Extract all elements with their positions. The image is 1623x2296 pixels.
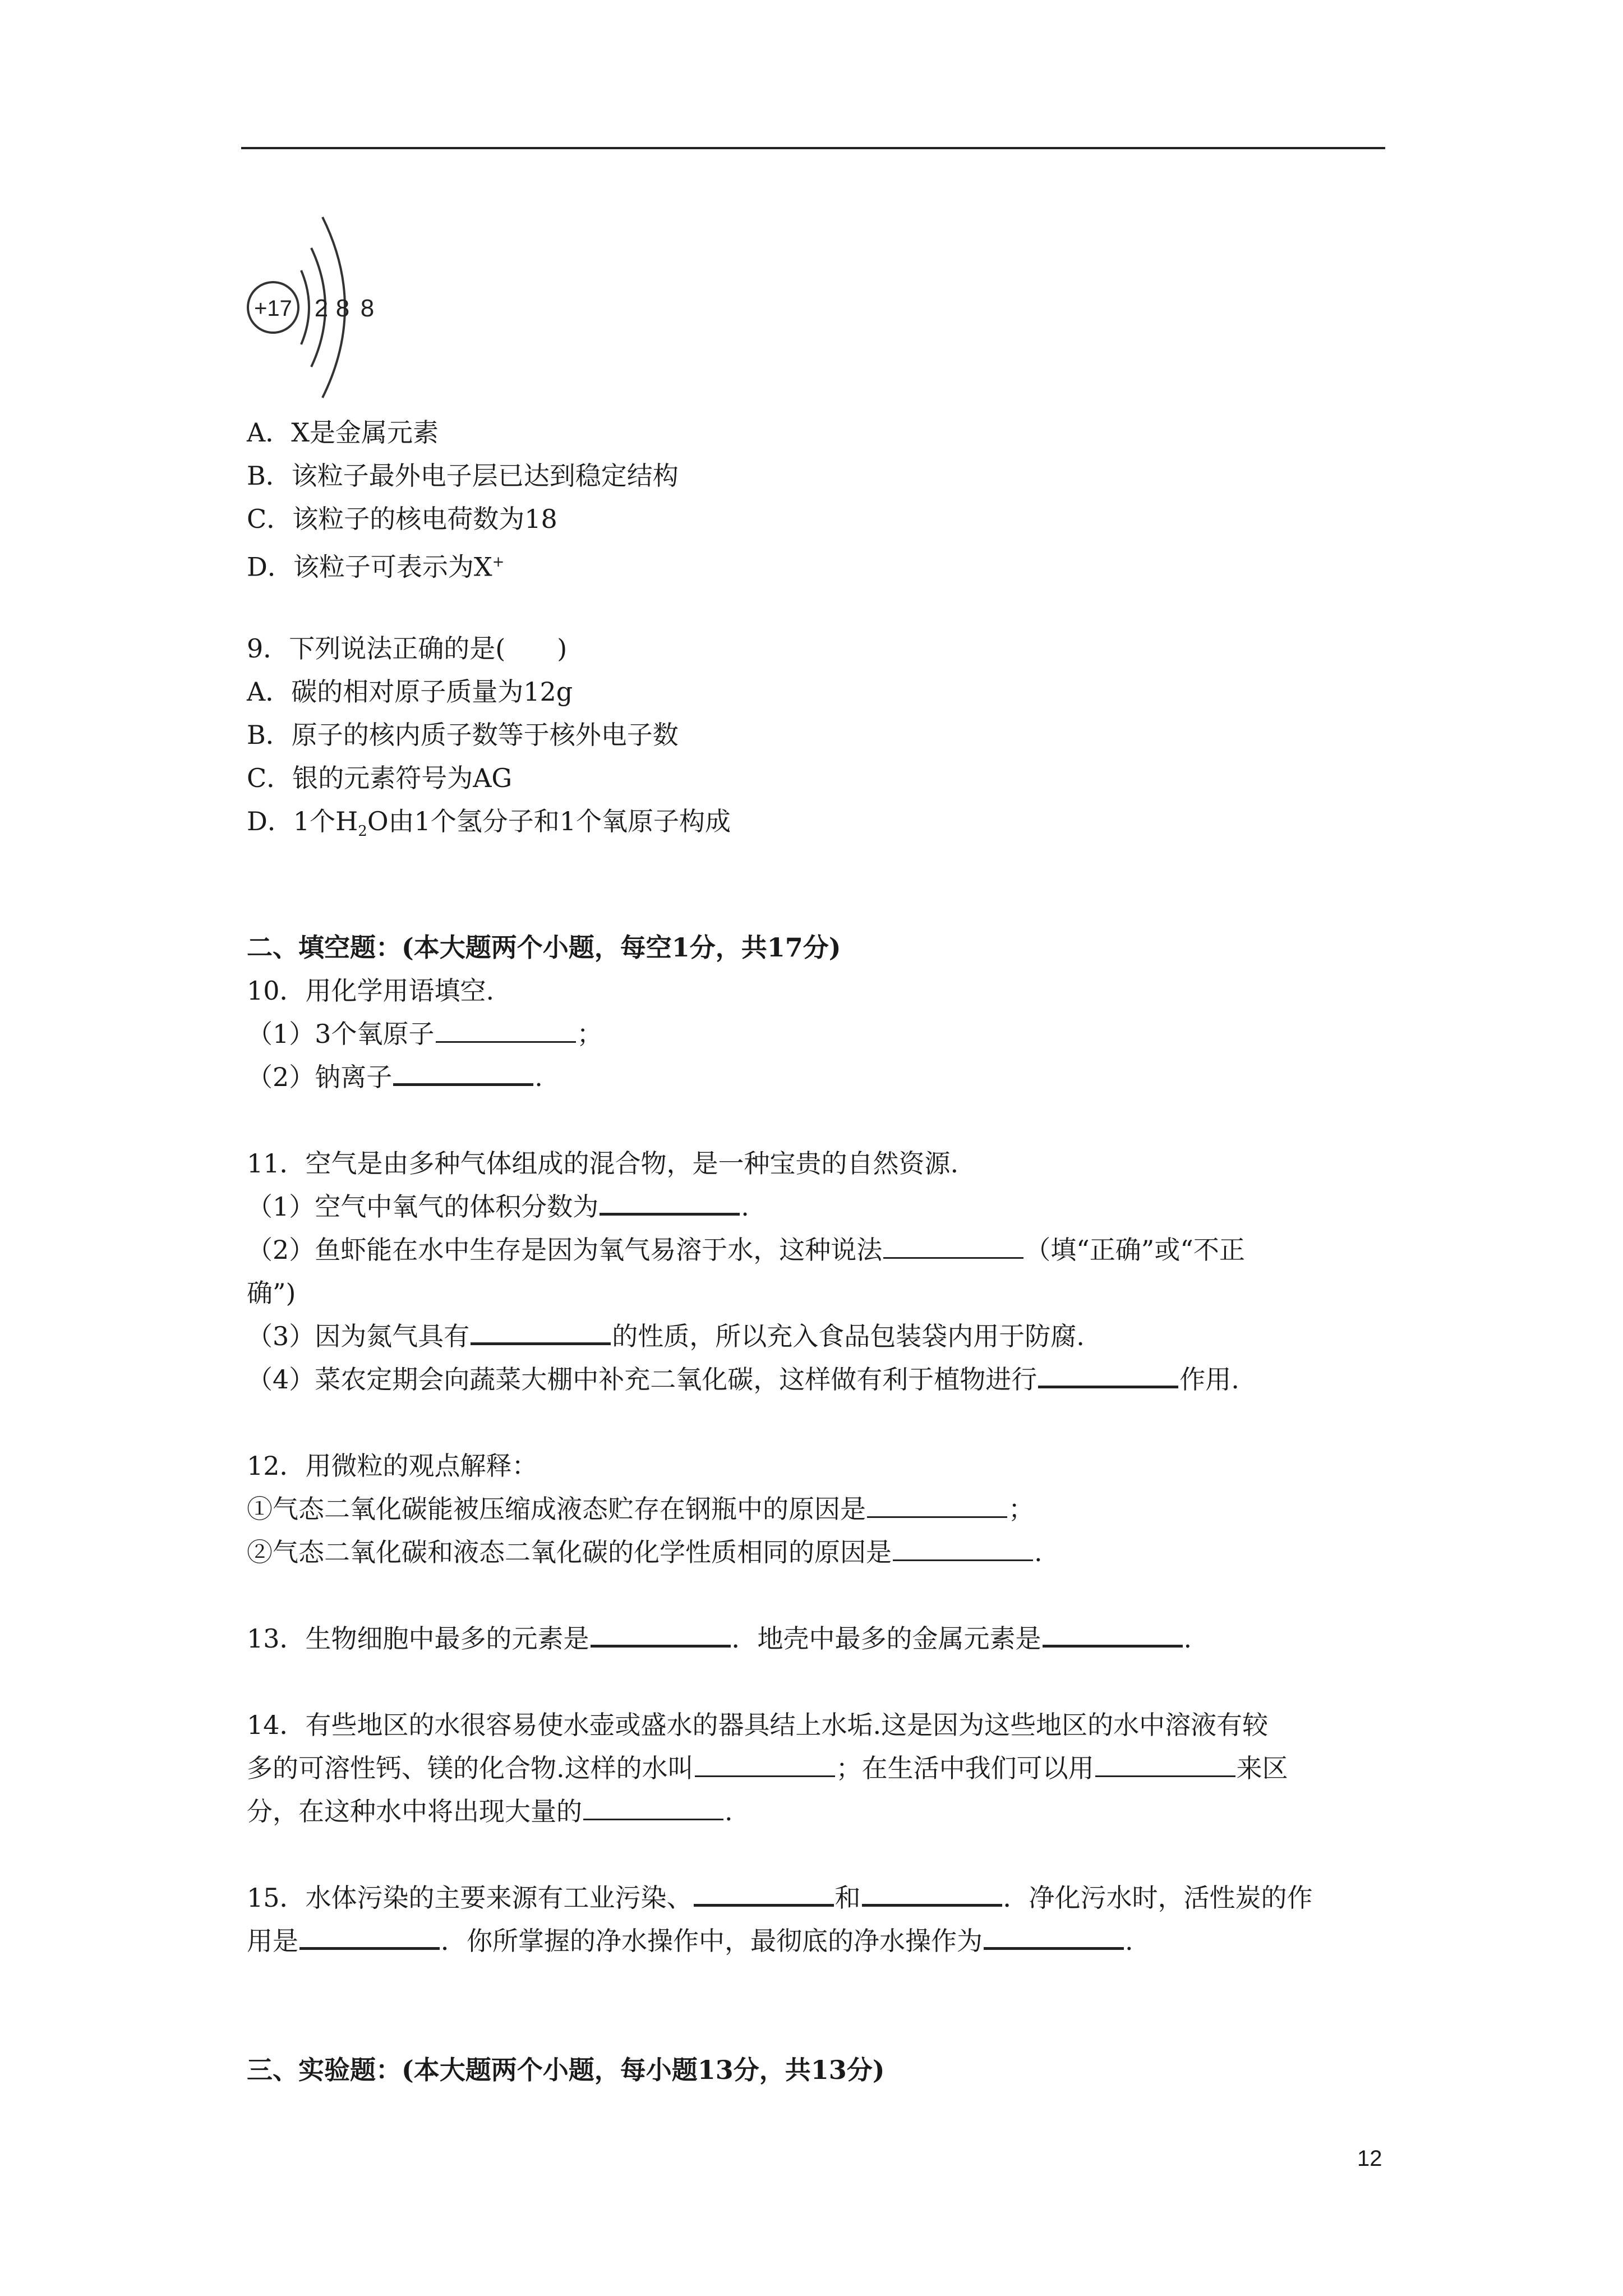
q8-option-b: B．该粒子最外电子层已达到稳定结构 [247, 461, 679, 491]
answer-blank [600, 1212, 740, 1216]
answer-blank [867, 1516, 1007, 1518]
q9-option-c: C．银的元素符号为AG [247, 763, 513, 793]
answer-blank [1038, 1385, 1178, 1388]
q14-line2: 多的可溶性钙、镁的化合物.这样的水叫 ；在生活中我们可以用 来区 [247, 1753, 1288, 1783]
q14-line3: 分，在这种水中将出现大量的 . [247, 1796, 733, 1826]
q9-option-d: D．1个$H_2O$由1个氢分子和1个氧原子构成 [247, 806, 731, 840]
q11-part1: （1）空气中氧气的体积分数为 . [247, 1191, 749, 1222]
header-rule [241, 147, 1385, 149]
answer-blank [591, 1644, 731, 1648]
q9-option-a: A．碳的相对原子质量为12g [247, 677, 573, 707]
q12-part1: ①气态二氧化碳能被压缩成液态贮存在钢瓶中的原因是 ； [247, 1494, 1034, 1524]
q14-line1: 14．有些地区的水很容易使水壶或盛水的器具结上水垢.这是因为这些地区的水中溶液有较 [247, 1710, 1269, 1740]
q10-stem: 10．用化学用语填空. [247, 976, 495, 1006]
answer-blank [1043, 1644, 1183, 1648]
q13: 13．生物细胞中最多的元素是 ．地壳中最多的金属元素是 . [247, 1623, 1192, 1654]
q10-part1: （1）3个氧原子 ； [247, 1019, 603, 1049]
answer-blank [883, 1257, 1023, 1259]
page-number: 12 [1357, 2146, 1382, 2171]
atom-structure-diagram [238, 209, 407, 399]
q12-stem: 12．用微粒的观点解释： [247, 1451, 538, 1481]
q11-part4: （4）菜农定期会向蔬菜大棚中补充二氧化碳，这样做有利于植物进行 作用. [247, 1364, 1239, 1395]
q12-part2: ②气态二氧化碳和液态二氧化碳的化学性质相同的原因是 . [247, 1537, 1043, 1567]
answer-blank [393, 1083, 533, 1086]
answer-blank [471, 1342, 611, 1345]
shell-electrons-2: 8 [335, 295, 350, 322]
q8-option-d-sup: + [492, 554, 505, 570]
q8-option-c: C．该粒子的核电荷数为18 [247, 504, 557, 534]
answer-blank [1095, 1775, 1235, 1777]
q10-part2: （2）钠离子 . [247, 1062, 543, 1092]
answer-blank [694, 1903, 834, 1907]
q9-option-b: B．原子的核内质子数等于核外电子数 [247, 720, 679, 750]
section-2-heading: 二、填空题：(本大题两个小题，每空1分，共17分) [247, 932, 841, 963]
answer-blank [893, 1559, 1033, 1561]
q11-part3: （3）因为氮气具有 的性质，所以充入食品包装袋内用于防腐. [247, 1321, 1085, 1351]
q11-part2: （2）鱼虾能在水中生存是因为氧气易溶于水，这种说法 （填“正确”或“不正 [247, 1235, 1245, 1265]
shell-electrons-3: 8 [360, 295, 375, 322]
q8-option-d-text: D．该粒子可表示为X [247, 551, 492, 582]
q15-line1: 15．水体污染的主要来源有工业污染、 和 ．净化污水时，活性炭的作 [247, 1883, 1313, 1913]
q9-stem: 9．下列说法正确的是( ) [247, 633, 568, 664]
q8-option-a: A．X是金属元素 [247, 417, 439, 448]
answer-blank [695, 1775, 835, 1777]
q15-line2: 用是 ．你所掌握的净水操作中，最彻底的净水操作为 . [247, 1926, 1133, 1956]
section-3-heading: 三、实验题：(本大题两个小题，每小题13分，共13分) [247, 2055, 885, 2085]
answer-blank [436, 1041, 576, 1043]
shell-electrons-1: 2 [314, 295, 329, 322]
answer-blank [583, 1818, 723, 1820]
q11-stem: 11．空气是由多种气体组成的混合物，是一种宝贵的自然资源. [247, 1148, 959, 1179]
q11-part2-cont: 确”) [247, 1278, 296, 1308]
answer-blank [984, 1947, 1124, 1950]
q8-option-d [247, 541, 504, 588]
answer-blank [862, 1903, 1002, 1907]
answer-blank [299, 1947, 440, 1950]
shell-arc-1 [301, 270, 309, 344]
nucleus-charge: +17 [254, 296, 292, 321]
